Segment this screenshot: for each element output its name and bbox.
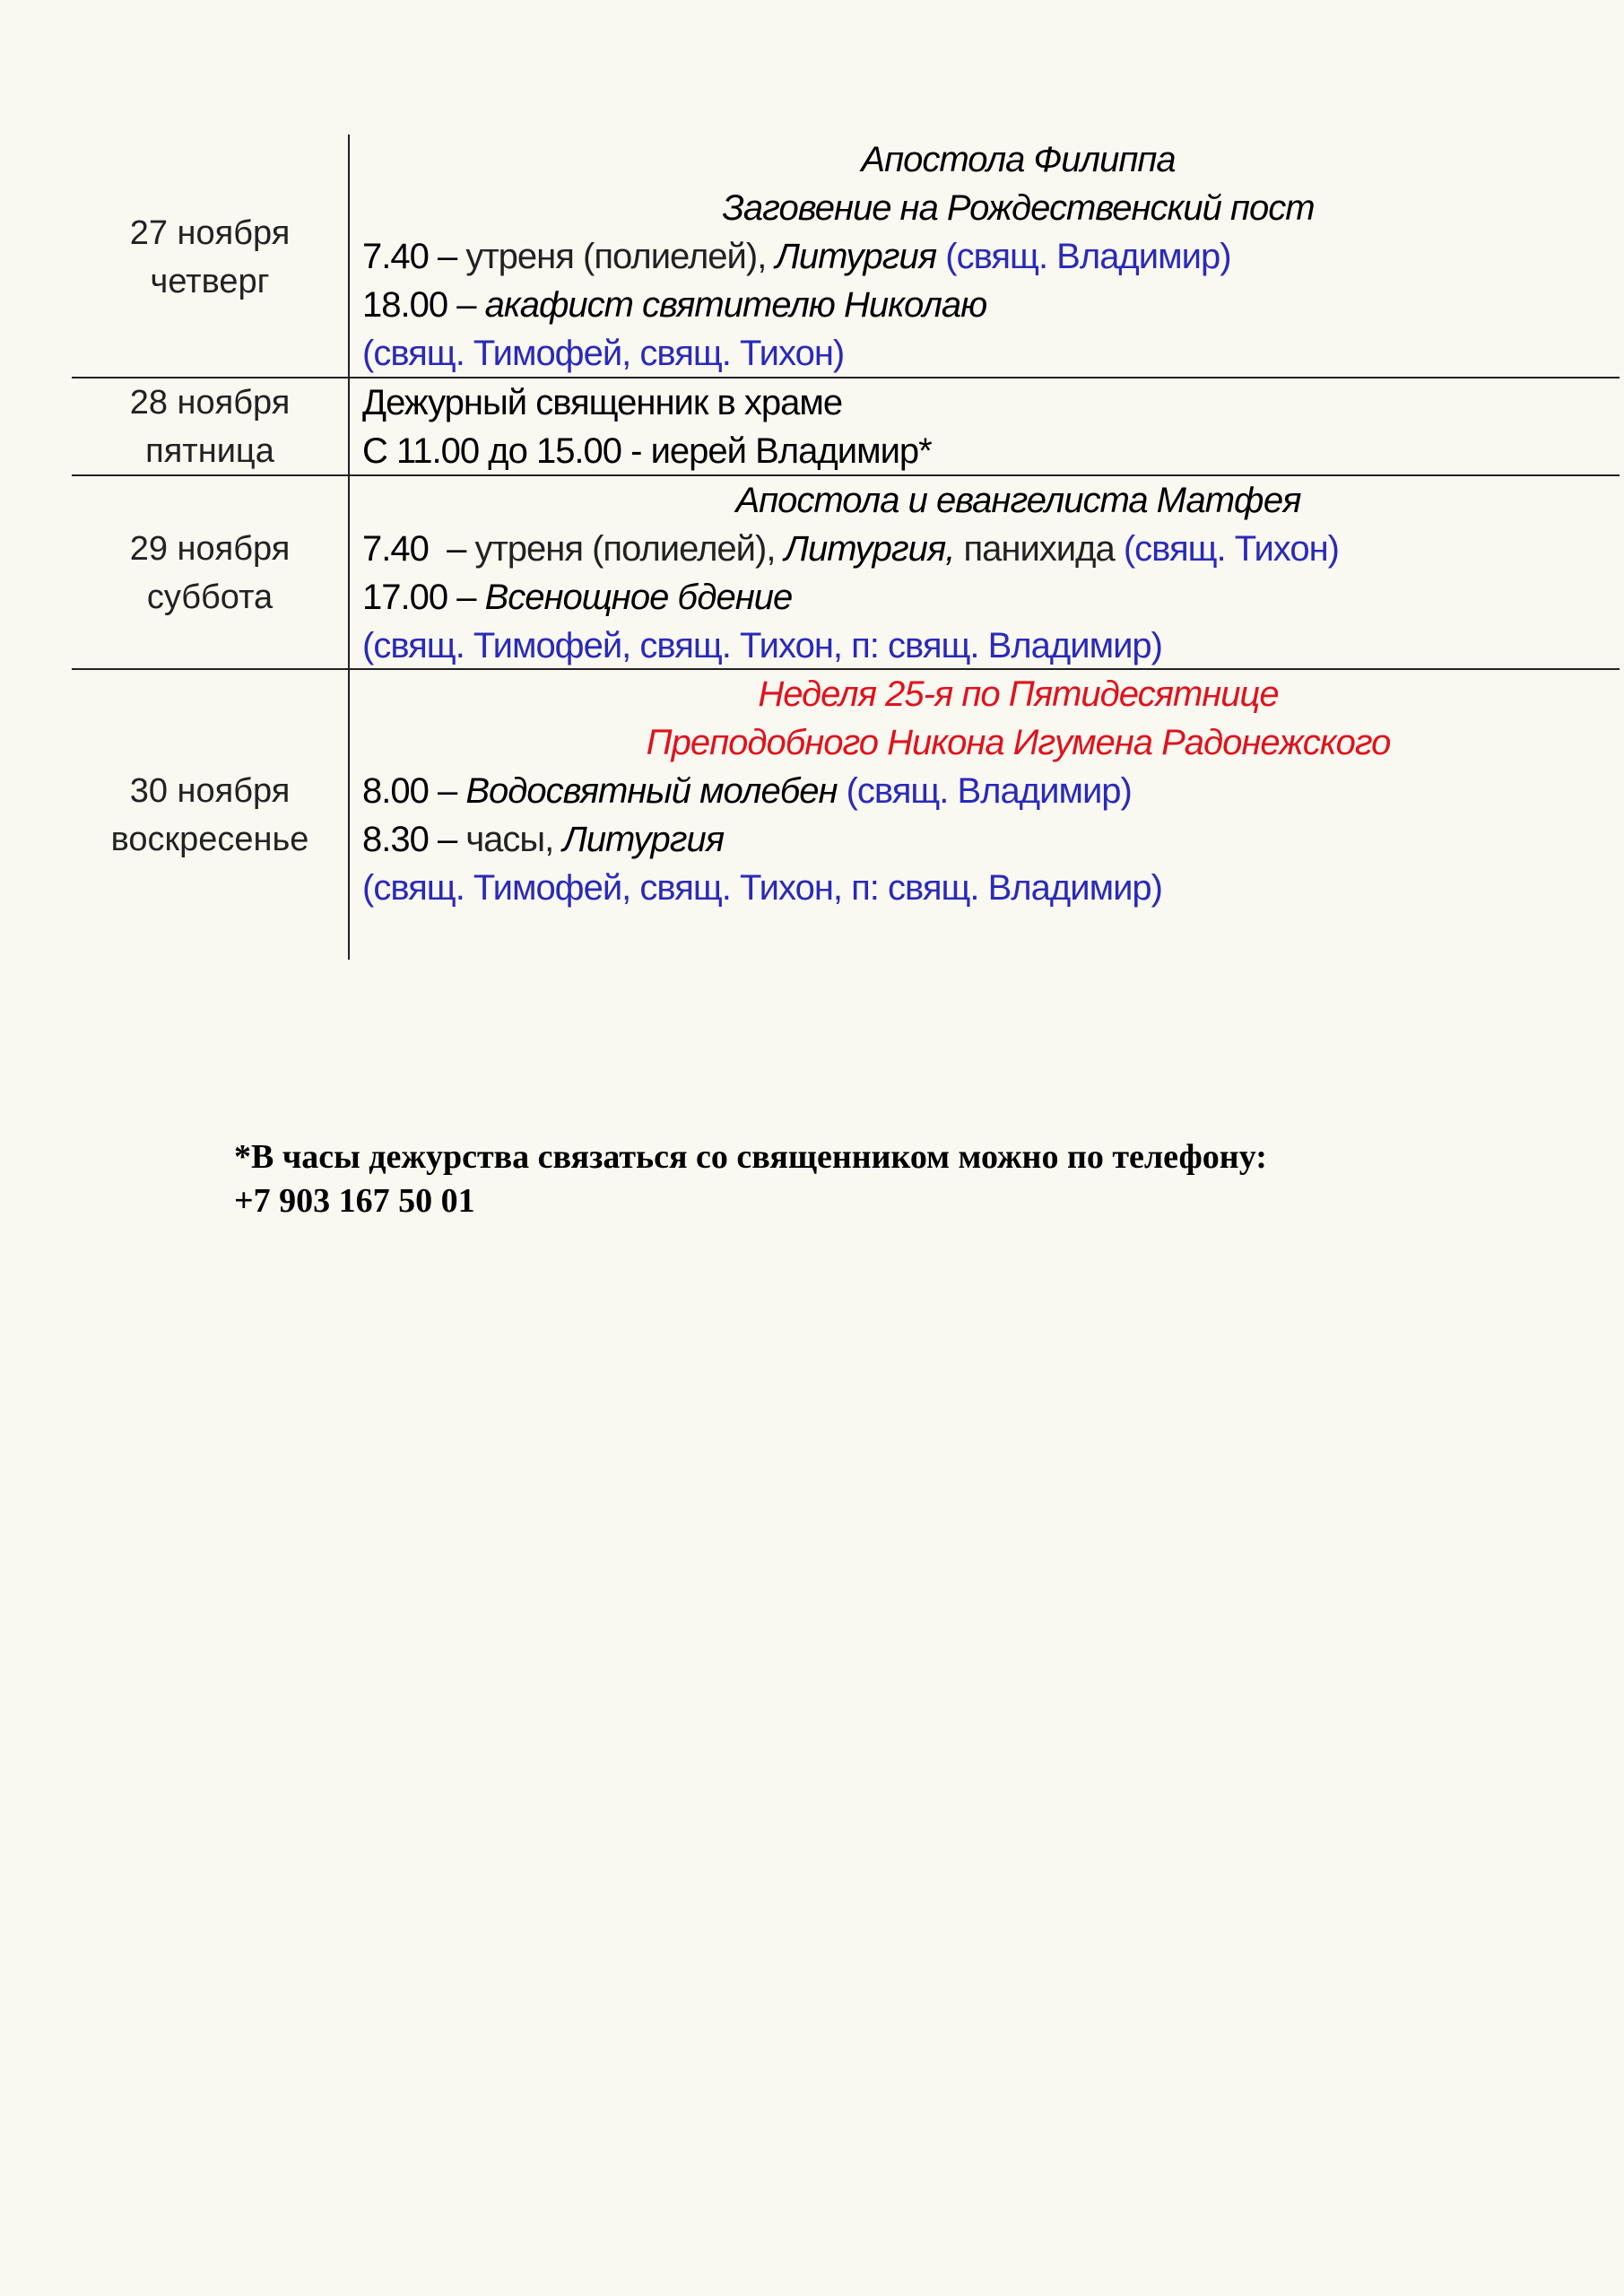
feast-title xyxy=(448,135,1588,184)
row-date: 29 ноября xyxy=(129,530,291,568)
feast-title xyxy=(448,184,1588,232)
service-text: 7.40 – xyxy=(362,237,466,276)
service-name: Литургия, xyxy=(784,529,964,569)
service-text: утреня (полиелей), xyxy=(465,237,776,276)
service-line xyxy=(362,378,1606,427)
service-text: 8.00 – xyxy=(362,771,466,811)
service-name: Апостола Филиппа xyxy=(861,140,1176,179)
service-name: Апостола и евангелиста Матфея xyxy=(735,481,1301,520)
service-text: 18.00 – xyxy=(362,285,485,325)
service-line xyxy=(362,329,1606,378)
service-line xyxy=(362,622,1606,670)
service-line xyxy=(362,281,1606,329)
service-line xyxy=(362,767,1606,815)
clergy-text: (свящ. Тимофей, свящ. Тихон, п: свящ. Владимир) xyxy=(362,868,1162,908)
service-name: акафист святителю Николаю xyxy=(484,285,987,325)
service-text: утреня (полиелей), xyxy=(474,529,785,569)
service-line xyxy=(362,815,1606,864)
service-text: С 11.00 до 15.00 - иерей Владимир* xyxy=(362,431,932,471)
service-text: 17.00 – xyxy=(362,578,485,617)
clergy-text: (свящ. Владимир) xyxy=(945,237,1231,276)
row-date: 27 ноября xyxy=(129,214,291,252)
feast-title xyxy=(448,670,1588,718)
service-text: Дежурный священник в храме xyxy=(362,383,843,422)
service-name: Заговение на Рождественский пост xyxy=(722,188,1315,228)
row-weekday: суббота xyxy=(146,578,274,616)
service-line xyxy=(362,232,1606,281)
row-date: 30 ноября xyxy=(129,772,291,810)
row-weekday: четверг xyxy=(150,263,270,300)
row-weekday: пятница xyxy=(145,432,274,470)
service-text: 8.30 – xyxy=(362,820,466,859)
clergy-text: (свящ. Владимир) xyxy=(846,771,1132,811)
clergy-text: (свящ. Тихон) xyxy=(1123,529,1340,569)
column-divider xyxy=(348,135,350,960)
feast-title xyxy=(448,476,1588,525)
footnote-phone: +7 903 167 50 01 xyxy=(234,1182,475,1220)
clergy-text: (свящ. Тимофей, свящ. Тихон, п: свящ. Владимир) xyxy=(362,626,1162,665)
service-line xyxy=(362,427,1606,475)
footnote-text: *В часы дежурства связаться со священником можно по телефону: xyxy=(234,1138,1267,1176)
service-name: Литургия xyxy=(562,820,725,859)
service-line xyxy=(362,573,1606,622)
service-text: часы, xyxy=(465,820,563,859)
clergy-text: (свящ. Тимофей, свящ. Тихон) xyxy=(362,334,845,373)
row-weekday: воскресенье xyxy=(110,821,309,858)
service-name: Всенощное бдение xyxy=(484,578,793,617)
row-date: 28 ноября xyxy=(129,384,291,422)
service-name: Литургия xyxy=(775,237,946,276)
service-text: панихида xyxy=(963,529,1124,569)
service-line xyxy=(362,525,1606,573)
service-name: Неделя 25-я по Пятидесятнице xyxy=(758,674,1279,714)
service-name: Водосвятный молебен xyxy=(465,771,847,811)
service-name: Преподобного Никона Игумена Радонежского xyxy=(646,723,1391,762)
service-line xyxy=(362,864,1606,912)
feast-title xyxy=(448,718,1588,767)
service-text: 7.40 – xyxy=(362,529,475,569)
